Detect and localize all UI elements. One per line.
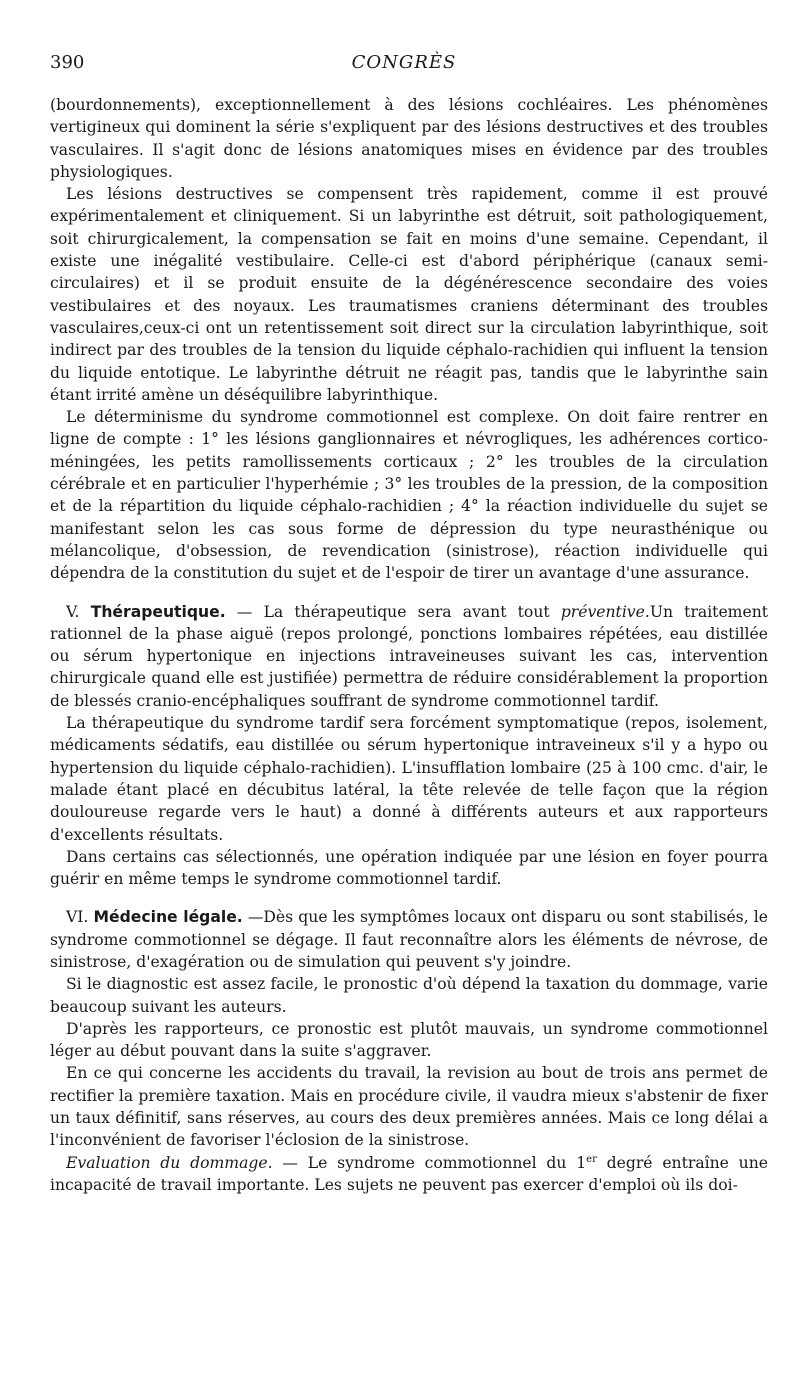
paragraph: Le déterminisme du syndrome commotionnel est complexe. On doit faire rentrer en ligne de compte : 1° les lésions ganglionnaires et névrogliques, les adhérences cortico-méningées, les petits ramollissements corticaux ; 2° les troubles de la circulation cérébrale et en particulier l'hyperhémie ; 3° les troubles de la pression, de la composition et de la répartition du liquide céphalo-rachidien ; 4° la réaction individuelle du sujet se manifestant selon les cas sous forme de dépression du type neurasthénique ou mélancolique, d'obsession, de revendication (sinistrose), réaction individuelle qui dépendra de la constitution du sujet et de l'espoir de tirer un avantage d'une assurance. [50, 408, 768, 583]
paragraph-text: — Le syndrome commotionnel du 1 [272, 1153, 587, 1172]
emphasis: préventive. [560, 602, 650, 621]
paragraph: D'après les rapporteurs, ce pronostic est plutôt mauvais, un syndrome commotionnel léger au début pouvant dans la suite s'aggraver. [50, 1019, 768, 1061]
paragraph-text: — La thérapeutique sera avant tout [225, 602, 561, 621]
paragraph: Dans certains cas sélectionnés, une opération indiquée par une lésion en foyer pourra guérir en même temps le syndrome commotionnel tardif. [50, 847, 768, 889]
paragraph: Les lésions destructives se compensent très rapidement, comme il est prouvé expérimentalement et cliniquement. Si un labyrinthe est détruit, soit pathologiquement, soit chirurgicalement, la compensation se fait en moins d'une semaine. Cependant, il existe une inégalité vestibulaire. Celle-ci est d'abord périphérique (canaux semi-circulaires) et il se produit ensuite de la dégénérescence secondaire des voies vestibulaires et des noyaux. Les traumatismes craniens déterminant des troubles vasculaires,ceux-ci ont un retentissement soit direct sur la circulation labyrinthique, soit indirect par des troubles de la tension du liquide céphalo-rachidien qui influent la tension du liquide entotique. Le labyrinthe détruit ne réagit pas, tandis que le labyrinthe sain étant irrité amène un déséquilibre labyrinthique. [50, 185, 768, 404]
running-title: CONGRÈS [351, 52, 457, 73]
superscript: er [586, 1153, 597, 1165]
section-heading: Thérapeutique. [90, 602, 226, 621]
section-heading: Médecine légale. [93, 908, 243, 927]
paragraph-text: degré entraîne une incapacité de travail importante. Les sujets ne peuvent pas exercer d'emploi où ils doi- [50, 1153, 768, 1194]
paragraph: La thérapeutique du syndrome tardif sera forcément symptomatique (repos, isolement, médicaments sédatifs, eau distillée ou sérum hypertonique intraveineux s'il y a hypo ou hypertension du liquide céphalo-rachidien). L'insufflation lombaire (25 à 100 cmc. d'air, le malade étant placé en décubitus latéral, la tête relevée de telle façon que la région douloureuse regarde vers le haut) a donné à différents auteurs et aux rapporteurs d'excellents résultats. [50, 714, 768, 844]
paragraph: Si le diagnostic est assez facile, le pronostic d'où dépend la taxation du dommage, varie beaucoup suivant les auteurs. [50, 975, 768, 1016]
body-text [50, 94, 768, 1196]
page-header [50, 52, 758, 82]
section-number: VI. [66, 908, 89, 927]
page-number: 390 [50, 52, 85, 73]
paragraph-text: —Dès que les symptômes locaux ont disparu ou sont stabilisés, le syndrome commotionnel se dégage. Il faut reconnaître alors les éléments de névrose, de sinistrose, d'exagération ou de simulation qui peuvent s'y joindre. [50, 908, 768, 971]
paragraph: (bourdonnements), exceptionnellement à des lésions cochléaires. Les phénomènes vertigineux qui dominent la série s'expliquent par des lésions destructives et des troubles vasculaires. Il s'agit donc de lésions anatomiques mises en évidence par des troubles physiologiques. [50, 96, 768, 181]
emphasis: Evaluation du dommage. [66, 1153, 273, 1172]
section-therapeutique [50, 601, 768, 712]
paragraph-text: Un traitement rationnel de la phase aiguë (repos prolongé, ponctions lombaires répétées, eau distillée ou sérum hypertonique en injections intraveineuses suivant les cas, intervention chirurgicale quand elle est justifiée) permettra de réduire considérablement la proportion de blessés cranio-encéphaliques souffrant de syndrome commotionnel tardif. [50, 602, 768, 710]
section-medecine-legale [50, 906, 768, 973]
paragraph: En ce qui concerne les accidents du travail, la revision au bout de trois ans permet de rectifier la première taxation. Mais en procédure civile, il vaudra mieux s'abstenir de fixer un taux définitif, sans réserves, au cours des deux premières années. Mais ce long délai a l'inconvénient de favoriser l'éclosion de la sinistrose. [50, 1064, 768, 1150]
section-number: V. [66, 602, 80, 621]
paragraph-evaluation [50, 1152, 768, 1197]
